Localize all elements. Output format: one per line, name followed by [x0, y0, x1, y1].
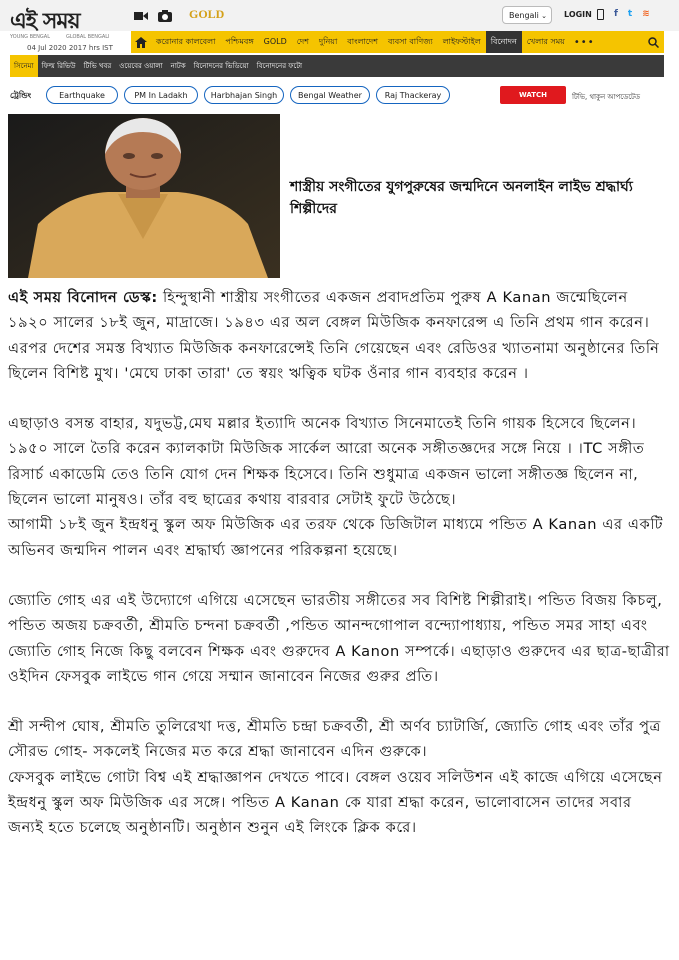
subnav-item-web[interactable]: ওয়েবের ওয়ালা	[119, 62, 163, 70]
nav-item-world[interactable]: দুনিয়া	[318, 37, 338, 46]
subnav-item-photos[interactable]: বিনোদনের ফটো	[256, 62, 303, 70]
camera-icon[interactable]	[158, 7, 172, 19]
login-link[interactable]: LOGIN	[564, 10, 592, 19]
date-stamp: 04 Jul 2020 2017 hrs IST	[27, 44, 113, 52]
article-headline: শাস্ত্রীয় সংগীতের যুগপুরুষের জন্মদিনে অনলাইন লাইভ শ্রদ্ধার্ঘ্য শিল্পীদের	[290, 179, 633, 217]
gold-link[interactable]: GOLD	[189, 7, 225, 21]
trending-tag[interactable]: Earthquake	[46, 86, 118, 104]
article-paragraph: শ্রী সন্দীপ ঘোষ, শ্রীমতি তুলিরেখা দত্ত, শ্রীমতি চন্দ্রা চক্রবর্তী, শ্রী অর্ণব চ্যাটার্জি, জ্যোতি গোহ এবং তাঁর পুত্র সৌরভ গোহ- সকলেই নিজের মত করে শ্রদ্ধা জানাবেন এদিন গুরুকে।	[8, 718, 661, 761]
watch-button[interactable]: WATCH	[500, 86, 566, 104]
trending-tag[interactable]: Bengal Weather	[290, 86, 370, 104]
trending-label: ট্রেন্ডিং	[10, 91, 32, 100]
trending-tag[interactable]: Harbhajan Singh	[204, 86, 284, 104]
mobile-icon[interactable]	[597, 9, 604, 20]
sub-nav	[10, 55, 664, 77]
article-paragraph	[8, 285, 672, 386]
subnav-item-videos[interactable]: বিনোদনের ভিডিয়ো	[193, 62, 249, 70]
language-value: Bengali	[509, 11, 539, 20]
main-nav	[131, 31, 664, 53]
article-paragraph: ফেসবুক লাইভে গোটা বিশ্ব এই শ্রদ্ধাজ্ঞাপন দেখতে পাবে। বেঙ্গল ওয়েব সলিউশন এই কাজে এগিয়ে এসেছেন ইন্দ্রধনু স্কুল অফ মিউজিক এর সঙ্গে। পন্ডিত A Kanan কে যারা শ্রদ্ধা করেন, ভালোবাসেন তাদের সবার জন্যই হতে চলেছে অনুষ্ঠানটি। অনুষ্ঠান শুনুন এই লিংকে ক্লিক করে।	[8, 768, 663, 837]
subnav-item-drama[interactable]: নাটক	[170, 62, 186, 70]
trending-tag[interactable]: Raj Thackeray	[376, 86, 450, 104]
logo-text: এই সময়	[10, 9, 80, 34]
article-byline: এই সময় বিনোদন ডেস্ক:	[8, 289, 158, 306]
trending-tag[interactable]: PM In Ladakh	[124, 86, 198, 104]
subnav-item-film-review[interactable]: ফিল্ম রিভিউ	[41, 62, 76, 70]
language-select[interactable]	[502, 6, 552, 24]
more-icon[interactable]: •••	[573, 36, 595, 48]
chevron-down-icon: ⌄	[541, 12, 547, 20]
nav-item-country[interactable]: দেশ	[296, 37, 309, 46]
rss-icon[interactable]: ≋	[642, 9, 650, 19]
search-icon[interactable]	[642, 37, 664, 48]
video-icon[interactable]	[134, 7, 148, 19]
subnav-item-tv-news[interactable]: টিভি খবর	[83, 62, 112, 70]
nav-item-business[interactable]: ব্যবসা বাণিজ্য	[387, 37, 433, 46]
nav-item-bangladesh[interactable]: বাংলাদেশ	[347, 37, 378, 46]
trending-bar	[10, 84, 670, 108]
facebook-icon[interactable]: f	[614, 9, 618, 19]
nav-item-west-bengal[interactable]: পশ্চিমবঙ্গ	[225, 37, 254, 46]
nav-item-lifestyle[interactable]: লাইফস্টাইল	[442, 37, 481, 46]
article-paragraph: এছাড়াও বসন্ত বাহার, যদুভট্ট,মেঘ মল্লার ইত্যাদি অনেক বিখ্যাত সিনেমাতেই তিনি গায়ক হিসেবে ছিলেন। ১৯৫০ সালে তৈরি করেন ক্যালকাটা মিউজিক সার্কেল আরো অনেক সঙ্গীতজ্ঞদের সঙ্গে নিয়ে । ।TC সঙ্গীত রিসার্চ একাডেমি তেও তিনি যোগ দেন শিক্ষক হিসেবে। তিনি শুধুমাত্র একজন ভালো সঙ্গীতজ্ঞ ছিলেন না, ছিলেন ভালো মানুষও। তাঁর বহু ছাত্রের কথায় বারবার সেটাই ফুটে উঠেছে।	[8, 415, 645, 509]
article-paragraph: আগামী ১৮ই জুন ইন্দ্রধনু স্কুল অফ মিউজিক এর তরফ থেকে ডিজিটাল মাধ্যমে পন্ডিত A Kanan এর একটি অভিনব জন্মদিন পালন এবং শ্রদ্ধার্ঘ্য জ্ঞাপনের পরিকল্পনা হয়েছে।	[8, 516, 664, 559]
home-icon[interactable]	[131, 31, 151, 53]
watch-text: টিভি, থাকুন আপডেটেড	[572, 93, 641, 101]
logo-tag-left: YOUNG BENGAL	[10, 34, 50, 40]
twitter-icon[interactable]: t	[627, 9, 633, 19]
article-text: হিন্দুস্থানী শাস্ত্রীয় সংগীতের একজন প্রবাদপ্রতিম পুরুষ A Kanan জন্মেছিলেন ১৯২০ সালের ১৮ই জুন, মাদ্রাজে। ১৯৪৩ এর অল বেঙ্গল মিউজিক কনফারেন্স এ তিনি প্রথম গান করেন। এরপর দেশের সমস্ত বিখ্যাত মিউজিক কনফারেন্সেই তিনি গেয়েছেন এবং রেডিওর খ্যাতনামা অনুষ্ঠানের তিনি ছিলেন বিশিষ্ট মুখ। 'মেঘে ঢাকা তারা' তে স্বয়ং ঋত্বিক ঘটক ওঁনার গান ব্যবহার করেন ।	[8, 289, 660, 382]
article-body	[8, 285, 672, 841]
article-photo	[8, 114, 280, 278]
subnav-item-cinema[interactable]: সিনেমা	[10, 55, 38, 77]
nav-item-entertainment[interactable]: বিনোদন	[486, 31, 522, 53]
nav-item-sports[interactable]: খেলার সময়	[526, 37, 565, 46]
nav-item-gold[interactable]: GOLD	[263, 37, 287, 46]
logo-tag-right: GLOBAL BENGALI	[66, 34, 110, 40]
nav-item-corona[interactable]: করোনার কালবেলা	[156, 37, 216, 46]
article-paragraph: জ্যোতি গোহ এর এই উদ্যোগে এগিয়ে এসেছেন ভারতীয় সঙ্গীতের সব বিশিষ্ট শিল্পীরাই। পন্ডিত বিজয় কিচলু, পন্ডিত অজয় চক্রবর্তী, শ্রীমতি চন্দনা চক্রবর্তী ,পন্ডিত আনন্দগোপাল বন্দ্যোপাধ্যায়, পন্ডিত সমর সাহা এবং জ্যোতি গোহ নিজে কিছু বলবেন শিক্ষক এবং গুরুদেব A Kanon সম্পর্কে। এছাড়াও গুরুদেব এর ছাত্র-ছাত্রীরা ওইদিন ফেসবুক লাইভে গান গেয়ে সম্মান জানাবেন নিজের গুরুর প্রতি।	[8, 591, 670, 685]
